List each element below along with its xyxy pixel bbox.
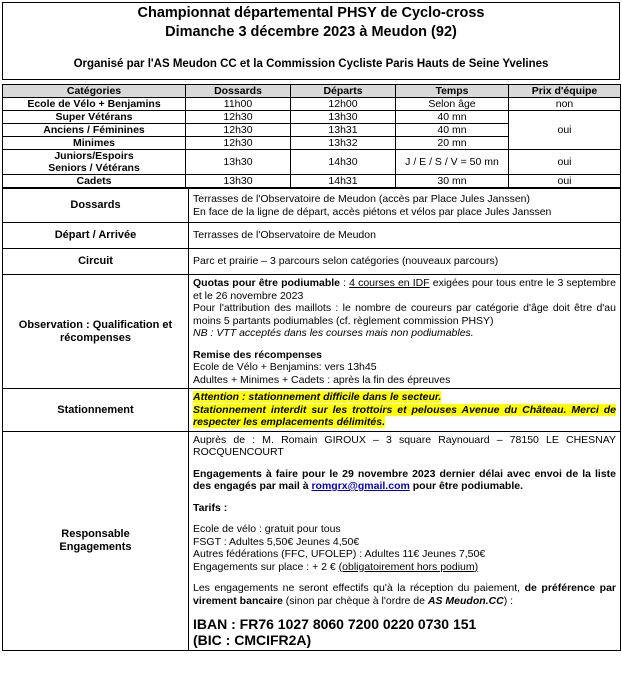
value-stationnement bbox=[189, 389, 621, 432]
cell-departs: 14h31 bbox=[291, 175, 396, 188]
organizer-line: Organisé par l'AS Meudon CC et la Commission Cycliste Paris Hauts de Seine Yvelines bbox=[73, 58, 549, 70]
info-row-observation bbox=[3, 275, 621, 389]
bic-code: (BIC : CMCIFR2A) bbox=[193, 632, 312, 648]
cell-temps: 30 mn bbox=[396, 175, 509, 188]
cell-category bbox=[3, 150, 186, 175]
parking-warning: Attention : stationnement difficile dans le secteur. bbox=[193, 391, 442, 403]
deadline-paragraph: Engagements à faire pour le 29 novembre 2023 dernier délai avec envoi de la liste des engagés par mail à romgrx@gmail.com pour être podiumable. bbox=[193, 467, 616, 492]
info-row-stationnement bbox=[3, 389, 621, 432]
cell-prix: non bbox=[509, 98, 621, 111]
info-table bbox=[2, 188, 621, 651]
cell-departs: 12h00 bbox=[291, 98, 396, 111]
payment-paragraph: Les engagements ne seront effectifs qu'à la réception du paiement, de préférence par virement bancaire (sinon par chèque à l'ordre de AS Meudon.CC) : bbox=[193, 582, 616, 607]
vtt-note: NB : VTT acceptés dans les courses mais non podiumables. bbox=[193, 327, 474, 339]
cell-temps: 20 mn bbox=[396, 137, 509, 150]
cell-temps: 40 mn bbox=[396, 124, 509, 137]
tarif-sur-place: Engagements sur place : + 2 € (obligatoirement hors podium) bbox=[193, 560, 479, 573]
document-page bbox=[0, 2, 622, 697]
label-line: Engagements bbox=[59, 540, 132, 553]
parking-rules: Stationnement interdit sur les trottoirs et pelouses Avenue du Château. Merci de respecter les emplacements délimités. bbox=[193, 403, 616, 428]
cell-dossards: 12h30 bbox=[186, 137, 291, 150]
cell-prix: oui bbox=[509, 175, 621, 188]
cell-temps: Selon âge bbox=[396, 98, 509, 111]
maillots-paragraph: Pour l'attribution des maillots : le nombre de coureurs par catégorie d'âge doit être d'au moins 5 partants podiumables (cf. règlement commission PHSY) bbox=[193, 302, 616, 327]
quota-period: exigées pour tous entre le 3 septembre et le 26 novembre 2023 bbox=[193, 277, 616, 302]
cell-departs: 13h30 bbox=[291, 111, 396, 124]
label-observation bbox=[3, 275, 189, 389]
category-line: Juniors/Espoirs bbox=[54, 150, 134, 162]
cell-departs: 13h31 bbox=[291, 124, 396, 137]
quota-label: Quotas pour être podiumable bbox=[193, 277, 340, 289]
info-row-engagements bbox=[3, 431, 621, 651]
tarifs-title: Tarifs : bbox=[193, 501, 228, 514]
email-link[interactable]: romgrx@gmail.com bbox=[311, 480, 410, 492]
label-stationnement: Stationnement bbox=[3, 389, 189, 432]
dossards-access: En face de la ligne de départ, accès piétons et vélos par place Jules Janssen bbox=[193, 205, 552, 218]
table-row bbox=[3, 175, 621, 188]
tarif-fsgt: FSGT : Adultes 5,50€ Jeunes 4,50€ bbox=[193, 535, 360, 548]
event-date: Dimanche 3 décembre 2023 à Meudon (92) bbox=[165, 24, 457, 40]
value-engagements bbox=[189, 431, 621, 651]
label-circuit: Circuit bbox=[3, 249, 189, 275]
cell-prix-merged: oui bbox=[509, 111, 621, 150]
table-row bbox=[3, 150, 621, 175]
schedule-header-row bbox=[3, 85, 621, 98]
col-header-dossards: Dossards bbox=[186, 85, 291, 98]
cell-prix: oui bbox=[509, 150, 621, 175]
cell-dossards: 12h30 bbox=[186, 124, 291, 137]
cell-dossards: 12h30 bbox=[186, 111, 291, 124]
col-header-temps: Temps bbox=[396, 85, 509, 98]
cell-category: Minimes bbox=[3, 137, 186, 150]
contact-address: Auprès de : M. Romain GIROUX – 3 square Raynouard – 78150 LE CHESNAY ROCQUENCOURT bbox=[193, 433, 616, 458]
iban-number: IBAN : FR76 1027 8060 7200 0220 0730 151 bbox=[193, 616, 477, 632]
col-header-categories: Catégories bbox=[3, 85, 186, 98]
cell-departs: 14h30 bbox=[291, 150, 396, 175]
category-line: Seniors / Vétérans bbox=[48, 162, 140, 174]
cell-temps: 40 mn bbox=[396, 111, 509, 124]
label-line: Observation : Qualification et bbox=[18, 319, 173, 331]
label-line: récompenses bbox=[60, 331, 131, 344]
label-engagements bbox=[3, 431, 189, 651]
quota-paragraph: Quotas pour être podiumable : 4 courses en IDF exigées pour tous entre le 3 septembre et le 26 novembre 2023 bbox=[193, 277, 616, 302]
tarif-autres: Autres fédérations (FFC, UFOLEP) : Adultes 11€ Jeunes 7,50€ bbox=[193, 548, 486, 560]
info-row-depart bbox=[3, 223, 621, 249]
remise-title: Remise des récompenses bbox=[193, 348, 322, 361]
cell-dossards: 11h00 bbox=[186, 98, 291, 111]
quota-courses: 4 courses en IDF bbox=[349, 277, 430, 289]
cell-dossards: 13h30 bbox=[186, 150, 291, 175]
label-depart-arrivee: Départ / Arrivée bbox=[3, 223, 189, 249]
value-circuit: Parc et prairie – 3 parcours selon catégories (nouveaux parcours) bbox=[189, 249, 621, 275]
label-line: Responsable bbox=[61, 528, 130, 541]
value-observation bbox=[189, 275, 621, 389]
info-row-circuit bbox=[3, 249, 621, 275]
cell-category: Super Vétérans bbox=[3, 111, 186, 124]
value-dossards bbox=[189, 189, 621, 223]
remise-ecole: Ecole de Vélo + Benjamins: vers 13h45 bbox=[193, 361, 377, 373]
cell-dossards: 13h30 bbox=[186, 175, 291, 188]
schedule-table bbox=[2, 84, 621, 188]
document-header bbox=[2, 2, 620, 80]
info-row-dossards bbox=[3, 189, 621, 223]
event-title: Championnat départemental PHSY de Cyclo-cross bbox=[137, 5, 485, 21]
remise-adultes: Adultes + Minimes + Cadets : après la fin des épreuves bbox=[193, 373, 451, 386]
col-header-prix: Prix d'équipe bbox=[509, 85, 621, 98]
cell-departs: 13h32 bbox=[291, 137, 396, 150]
label-dossards: Dossards bbox=[3, 189, 189, 223]
cell-temps: J / E / S / V = 50 mn bbox=[396, 150, 509, 175]
cell-category: Cadets bbox=[3, 175, 186, 188]
dossards-location: Terrasses de l'Observatoire de Meudon (accès par Place Jules Janssen) bbox=[193, 193, 530, 205]
table-row bbox=[3, 98, 621, 111]
value-depart-arrivee: Terrasses de l'Observatoire de Meudon bbox=[189, 223, 621, 249]
table-row bbox=[3, 111, 621, 124]
col-header-departs: Départs bbox=[291, 85, 396, 98]
cell-category: Ecole de Vélo + Benjamins bbox=[3, 98, 186, 111]
cell-category: Anciens / Féminines bbox=[3, 124, 186, 137]
tarif-ecole: Ecole de vélo : gratuit pour tous bbox=[193, 523, 341, 535]
